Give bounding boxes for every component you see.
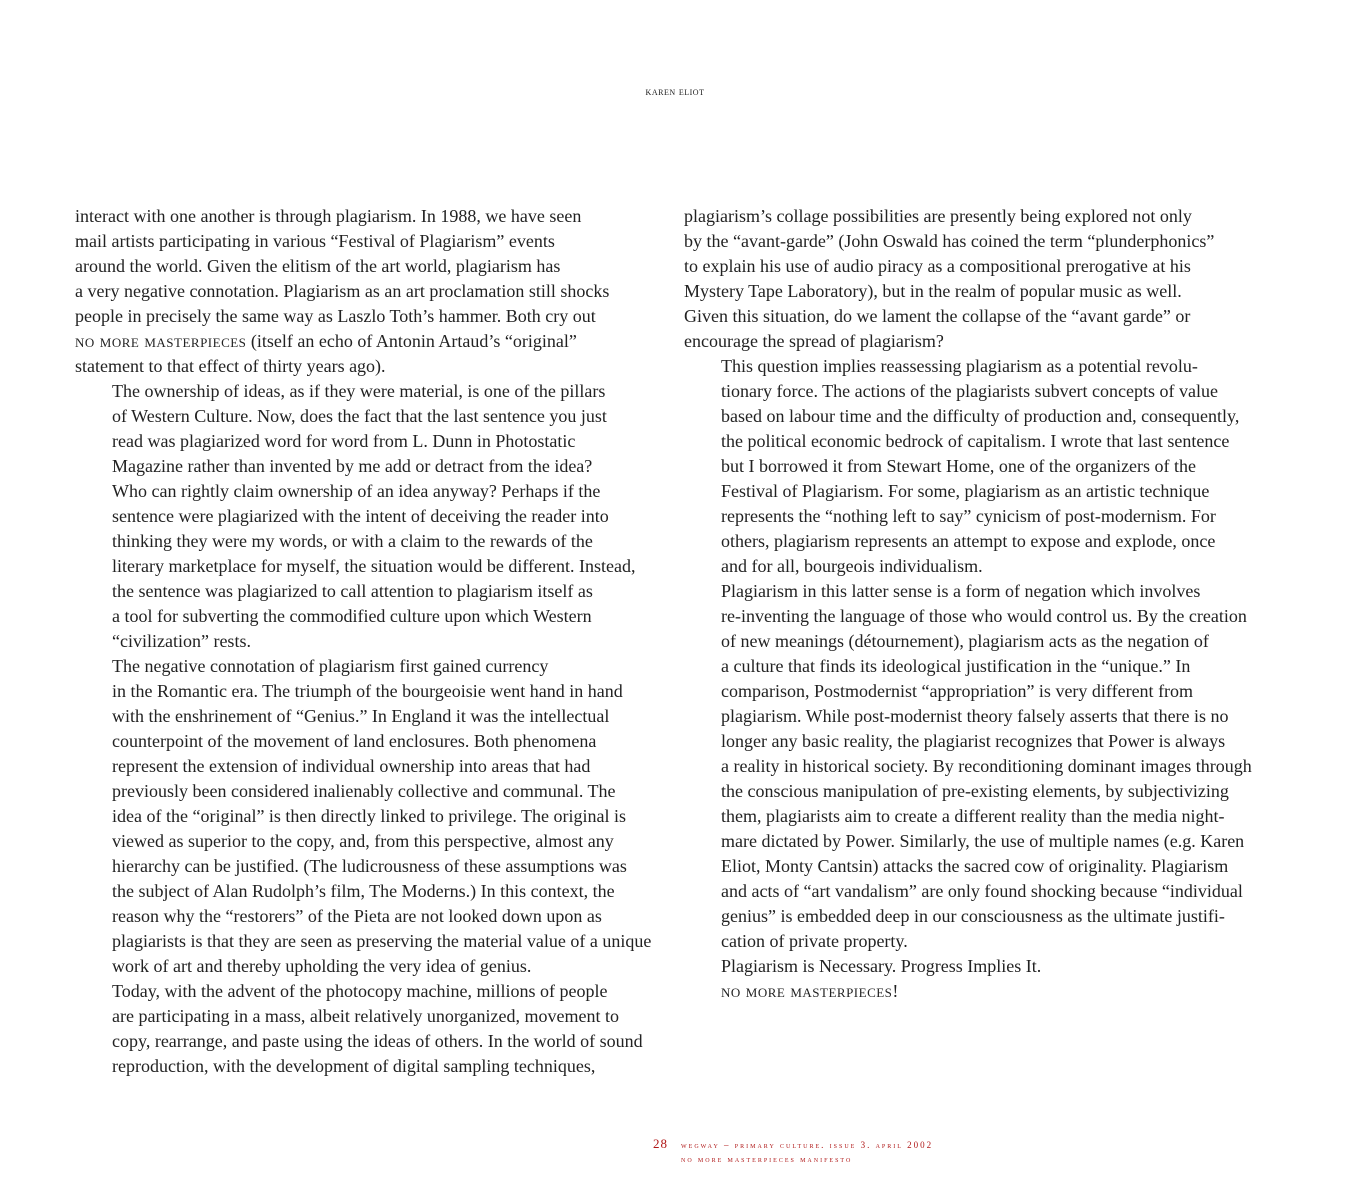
closing-line: Plagiarism is Necessary. Progress Implies It.	[721, 956, 1042, 976]
paragraph	[75, 204, 665, 379]
footer-issue-line: wegway – primary culture. issue 3. april 2002	[681, 1140, 934, 1150]
text-line: the subject of Alan Rudolph’s film, The Moderns.) In this context, the	[112, 881, 615, 901]
text-line: tionary force. The actions of the plagiarists subvert concepts of value	[721, 381, 1219, 401]
text-line: them, plagiarists aim to create a different reality than the media night-	[721, 806, 1225, 826]
text-line: a reality in historical society. By reconditioning dominant images through	[721, 756, 1252, 776]
text-line: Mystery Tape Laboratory), but in the realm of popular music as well.	[684, 281, 1182, 301]
text-line: idea of the “original” is then directly linked to privilege. The original is	[112, 806, 627, 826]
page-number: 28	[653, 1136, 668, 1151]
text-line: literary marketplace for myself, the situation would be different. Instead,	[112, 556, 636, 576]
closing-block	[684, 954, 1279, 1004]
text-line: The negative connotation of plagiarism first gained currency	[112, 656, 549, 676]
text-line: the sentence was plagiarized to call attention to plagiarism itself as	[112, 581, 593, 601]
slogan-punctuation: !	[892, 981, 899, 1001]
text-line: are participating in a mass, albeit relatively unorganized, movement to	[112, 1006, 619, 1026]
footer-publication	[681, 1138, 933, 1166]
text-line	[75, 329, 665, 354]
text-line: in the Romantic era. The triumph of the bourgeoisie went hand in hand	[112, 681, 623, 701]
paragraph	[684, 354, 1279, 579]
text-line: cation of private property.	[721, 931, 908, 951]
text-line: represent the extension of individual ownership into areas that had	[112, 756, 591, 776]
left-column	[75, 204, 665, 1079]
text-line: mare dictated by Power. Similarly, the use of multiple names (e.g. Karen	[721, 831, 1245, 851]
text-line: Eliot, Monty Cantsin) attacks the sacred cow of originality. Plagiarism	[721, 856, 1229, 876]
paragraph	[75, 654, 665, 979]
text-line: others, plagiarism represents an attempt to expose and explode, once	[721, 531, 1216, 551]
text-line: the political economic bedrock of capitalism. I wrote that last sentence	[721, 431, 1230, 451]
text-line: Today, with the advent of the photocopy machine, millions of people	[112, 981, 608, 1001]
text-line: genius” is embedded deep in our consciousness as the ultimate justifi-	[721, 906, 1225, 926]
text-line: to explain his use of audio piracy as a compositional prerogative at his	[684, 256, 1191, 276]
text-line: longer any basic reality, the plagiarist recognizes that Power is always	[721, 731, 1226, 751]
text-line: with the enshrinement of “Genius.” In England it was the intellectual	[112, 706, 610, 726]
text-line: encourage the spread of plagiarism?	[684, 331, 944, 351]
text-line: mail artists participating in various “Festival of Plagiarism” events	[75, 231, 555, 251]
text-line: reason why the “restorers” of the Pieta are not looked down upon as	[112, 906, 602, 926]
text-line: the conscious manipulation of pre-existing elements, by subjectivizing	[721, 781, 1229, 801]
text-line: Festival of Plagiarism. For some, plagiarism as an artistic technique	[721, 481, 1210, 501]
text-line: Plagiarism in this latter sense is a form of negation which involves	[721, 581, 1201, 601]
text-line: based on labour time and the difficulty of production and, consequently,	[721, 406, 1240, 426]
text-line: and for all, bourgeois individualism.	[721, 556, 983, 576]
text-line: This question implies reassessing plagiarism as a potential revolu-	[721, 356, 1198, 376]
paragraph	[75, 379, 665, 654]
right-column	[684, 204, 1279, 1004]
text-line: Magazine rather than invented by me add or detract from the idea?	[112, 456, 593, 476]
text-line: hierarchy can be justified. (The ludicrousness of these assumptions was	[112, 856, 627, 876]
text-line: a tool for subverting the commodified culture upon which Western	[112, 606, 592, 626]
text-line: represents the “nothing left to say” cynicism of post-modernism. For	[721, 506, 1216, 526]
text-line: plagiarism’s collage possibilities are presently being explored not only	[684, 206, 1192, 226]
emphasis-small-caps: no more masterpieces	[75, 331, 247, 351]
text-line: read was plagiarized word for word from L. Dunn in Photostatic	[112, 431, 576, 451]
text-line: work of art and thereby upholding the very idea of genius.	[112, 956, 532, 976]
text-line: a culture that finds its ideological justification in the “unique.” In	[721, 656, 1191, 676]
text-line: sentence were plagiarized with the intent of deceiving the reader into	[112, 506, 609, 526]
paragraph	[75, 979, 665, 1079]
text-line: counterpoint of the movement of land enclosures. Both phenomena	[112, 731, 597, 751]
text-line: a very negative connotation. Plagiarism as an art proclamation still shocks	[75, 281, 610, 301]
text-line: and acts of “art vandalism” are only found shocking because “individual	[721, 881, 1243, 901]
text-line: thinking they were my words, or with a claim to the rewards of the	[112, 531, 593, 551]
text-line: previously been considered inalienably collective and communal. The	[112, 781, 616, 801]
slogan-small-caps: no more masterpieces	[721, 981, 893, 1001]
text-line: of Western Culture. Now, does the fact that the last sentence you just	[112, 406, 607, 426]
text-line: plagiarists is that they are seen as preserving the material value of a unique	[112, 931, 652, 951]
text-line: reproduction, with the development of digital sampling techniques,	[112, 1056, 596, 1076]
text-line: of new meanings (détournement), plagiarism acts as the negation of	[721, 631, 1209, 651]
text-line: interact with one another is through plagiarism. In 1988, we have seen	[75, 206, 582, 226]
text-line: comparison, Postmodernist “appropriation” is very different from	[721, 681, 1194, 701]
text-line: Who can rightly claim ownership of an idea anyway? Perhaps if the	[112, 481, 601, 501]
text-line: people in precisely the same way as Laszlo Toth’s hammer. Both cry out	[75, 306, 596, 326]
paragraph	[684, 204, 1279, 354]
text-line: re-inventing the language of those who would control us. By the creation	[721, 606, 1247, 626]
footer-title-line: no more masterpieces manifesto	[681, 1154, 853, 1164]
text-line: plagiarism. While post-modernist theory falsely asserts that there is no	[721, 706, 1229, 726]
text-line: copy, rearrange, and paste using the ideas of others. In the world of sound	[112, 1031, 643, 1051]
text-line: by the “avant-garde” (John Oswald has coined the term “plunderphonics”	[684, 231, 1215, 251]
text-line: viewed as superior to the copy, and, from this perspective, almost any	[112, 831, 614, 851]
text-line: “civilization” rests.	[112, 631, 251, 651]
text-line: but I borrowed it from Stewart Home, one of the organizers of the	[721, 456, 1197, 476]
closing-slogan	[684, 979, 1279, 1004]
running-head: karen eliot	[645, 86, 705, 98]
text-line: around the world. Given the elitism of the art world, plagiarism has	[75, 256, 561, 276]
text-line: statement to that effect of thirty years ago).	[75, 356, 386, 376]
text-line: The ownership of ideas, as if they were material, is one of the pillars	[112, 381, 606, 401]
text-line: Given this situation, do we lament the collapse of the “avant garde” or	[684, 306, 1191, 326]
emphasis-rest: (itself an echo of Antonin Artaud’s “original”	[246, 331, 577, 351]
paragraph	[684, 579, 1279, 954]
